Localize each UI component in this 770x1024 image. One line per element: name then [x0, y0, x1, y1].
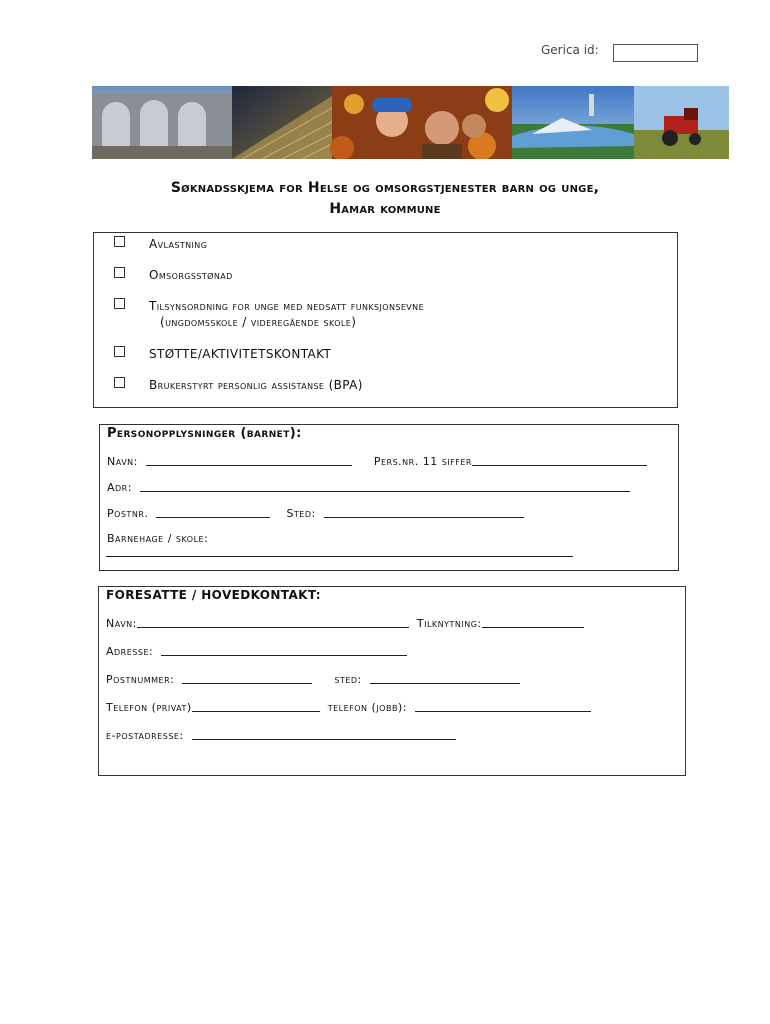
checkbox-bpa[interactable]	[114, 377, 125, 388]
guardian-phone-work-label: telefon (jobb):	[327, 701, 407, 714]
child-name-label: Navn:	[107, 455, 138, 468]
child-address-row	[107, 481, 630, 494]
guardian-email-label: e-postadresse:	[106, 729, 184, 742]
guardian-relation-field[interactable]	[482, 617, 584, 628]
checkbox-omsorgsstonad[interactable]	[114, 267, 125, 278]
personal-info-heading: Personopplysninger (barnet):	[107, 426, 302, 441]
service-option-bpa[interactable]: Brukerstyrt personlig assistanse (BPA)	[114, 377, 363, 393]
checkbox-tilsynsordning[interactable]	[114, 298, 125, 309]
guardian-postnr-label: Postnummer:	[106, 673, 175, 686]
guardian-relation-label: Tilknytning:	[416, 617, 482, 630]
gerica-id-field[interactable]	[613, 44, 698, 62]
gerica-id-label: Gerica id:	[541, 43, 599, 57]
form-title	[60, 178, 710, 220]
child-place-label: Sted:	[286, 507, 316, 520]
form-title-line1: Søknadsskjema for Helse og omsorgstjenester barn og unge,	[170, 180, 600, 196]
child-ssn-field[interactable]	[472, 455, 647, 466]
child-school-label: Barnehage / skole:	[107, 532, 209, 545]
guardian-address-label: Adresse:	[106, 645, 154, 658]
guardian-name-row	[106, 617, 584, 630]
child-place-field[interactable]	[324, 507, 524, 518]
checkbox-avlastning[interactable]	[114, 236, 125, 247]
guardian-postnr-field[interactable]	[182, 673, 312, 684]
guardian-name-field[interactable]	[137, 617, 409, 628]
header-banner-image	[92, 86, 729, 159]
guardian-phone-private-field[interactable]	[192, 701, 320, 712]
guardian-phone-row	[106, 701, 591, 714]
guardian-heading: FORESATTE / HOVEDKONTAKT:	[106, 588, 321, 602]
guardian-phone-private-label: Telefon (privat)	[106, 701, 192, 714]
service-option-tilsynsordning-sub: (ungdomsskole / videregående skole)	[160, 315, 357, 329]
guardian-place-label: sted:	[334, 673, 362, 686]
child-postnr-field[interactable]	[156, 507, 270, 518]
service-option-stottekontakt[interactable]: STØTTE/AKTIVITETSKONTAKT	[114, 346, 331, 362]
child-postnr-label: Postnr.	[107, 507, 149, 520]
child-name-row	[107, 455, 647, 468]
guardian-section	[98, 586, 686, 776]
child-address-label: Adr:	[107, 481, 132, 494]
child-name-field[interactable]	[146, 455, 352, 466]
child-address-field[interactable]	[140, 481, 630, 492]
child-ssn-label: Pers.nr. 11 siffer	[373, 455, 472, 468]
guardian-address-row	[106, 645, 407, 658]
guardian-name-label: Navn:	[106, 617, 137, 630]
guardian-postal-row	[106, 673, 520, 686]
guardian-place-field[interactable]	[370, 673, 520, 684]
personal-info-section	[99, 424, 679, 571]
service-option-omsorgsstonad[interactable]: Omsorgsstønad	[114, 267, 233, 283]
service-option-tilsynsordning[interactable]: Tilsynsordning for unge med nedsatt funksjonsevne (ungdomsskole / videregående skole)	[114, 298, 424, 330]
guardian-phone-work-field[interactable]	[415, 701, 591, 712]
service-option-avlastning[interactable]: Avlastning	[114, 236, 207, 252]
child-postal-row	[107, 507, 524, 520]
child-school-field[interactable]	[106, 556, 573, 557]
service-selection-box	[93, 232, 678, 408]
guardian-email-field[interactable]	[192, 729, 456, 740]
guardian-address-field[interactable]	[161, 645, 407, 656]
form-title-line2: Hamar kommune	[329, 201, 441, 217]
guardian-email-row	[106, 729, 456, 742]
checkbox-stottekontakt[interactable]	[114, 346, 125, 357]
